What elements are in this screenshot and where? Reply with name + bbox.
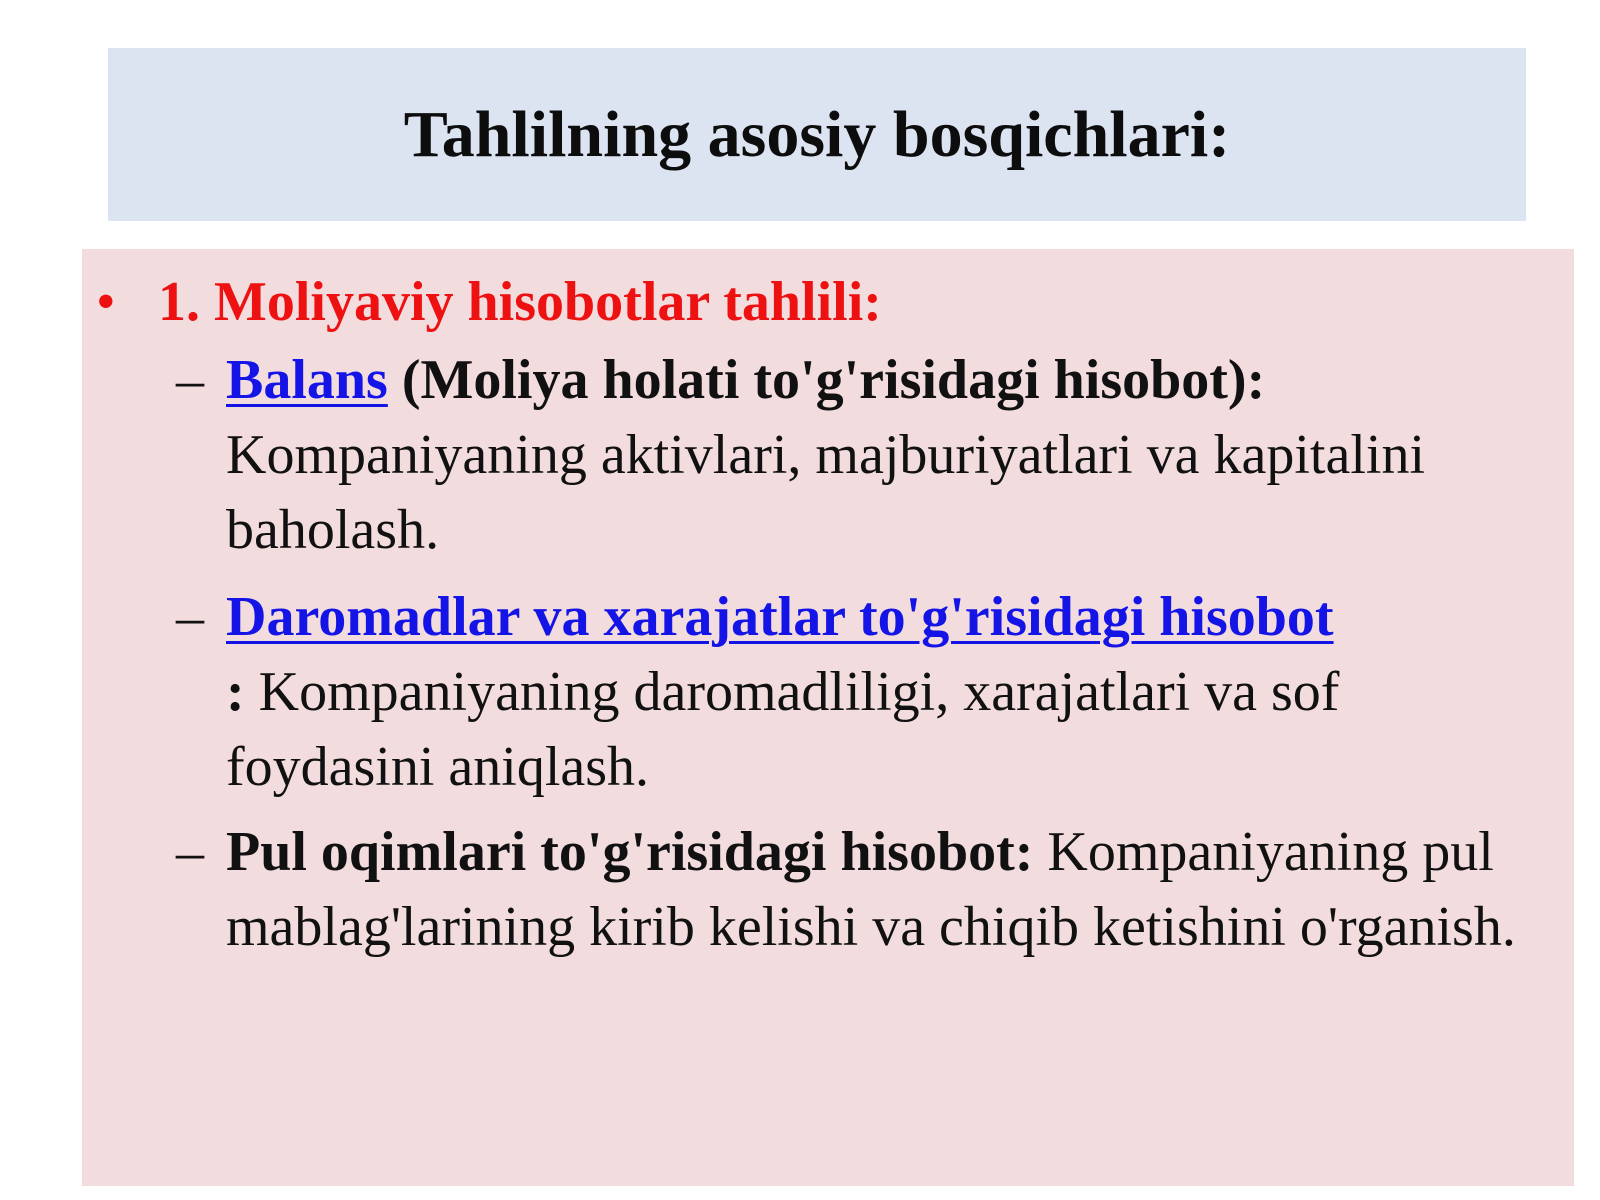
bullet-heading-text: 1. Moliyaviy hisobotlar tahlili: bbox=[158, 271, 882, 333]
sub-item-bold-text: Pul oqimlari to'g'risidagi hisobot: bbox=[226, 821, 1034, 883]
dash-icon: – bbox=[176, 349, 204, 411]
dash-icon: – bbox=[176, 821, 204, 883]
sub-item-text bbox=[226, 815, 1561, 965]
sub-item-body-text: Kompaniyaning daromadliligi, xarajatlari va sof foydasini aniqlash. bbox=[226, 661, 1340, 798]
sub-item-pul-oqimlari bbox=[176, 815, 1561, 965]
bullet-icon: • bbox=[96, 271, 116, 333]
balans-link[interactable]: Balans bbox=[226, 349, 388, 411]
sub-item-text bbox=[226, 580, 1561, 805]
sub-item-balans bbox=[176, 343, 1561, 568]
daromadlar-link[interactable]: Daromadlar va xarajatlar to'g'risidagi hisobot bbox=[226, 586, 1334, 648]
sub-item-body-text: Kompaniyaning aktivlari, majburiyatlari va kapitalini baholash. bbox=[226, 424, 1425, 561]
sub-item-text bbox=[226, 343, 1561, 568]
bullet-heading bbox=[96, 265, 882, 339]
sub-item-daromadlar bbox=[176, 580, 1561, 805]
sub-item-bold-text: (Moliya holati to'g'risidagi hisobot): bbox=[387, 349, 1266, 411]
slide-title-banner bbox=[108, 48, 1526, 221]
slide-title: Tahlilning asosiy bosqichlari: bbox=[403, 97, 1231, 171]
sub-item-bold-text: : bbox=[226, 661, 245, 723]
sub-item-body-text: Kompaniyaning pul mablag'larining kirib kelishi va chiqib ketishini o'rganish. bbox=[226, 821, 1516, 958]
dash-icon: – bbox=[176, 586, 204, 648]
slide-content-panel bbox=[82, 249, 1574, 1186]
